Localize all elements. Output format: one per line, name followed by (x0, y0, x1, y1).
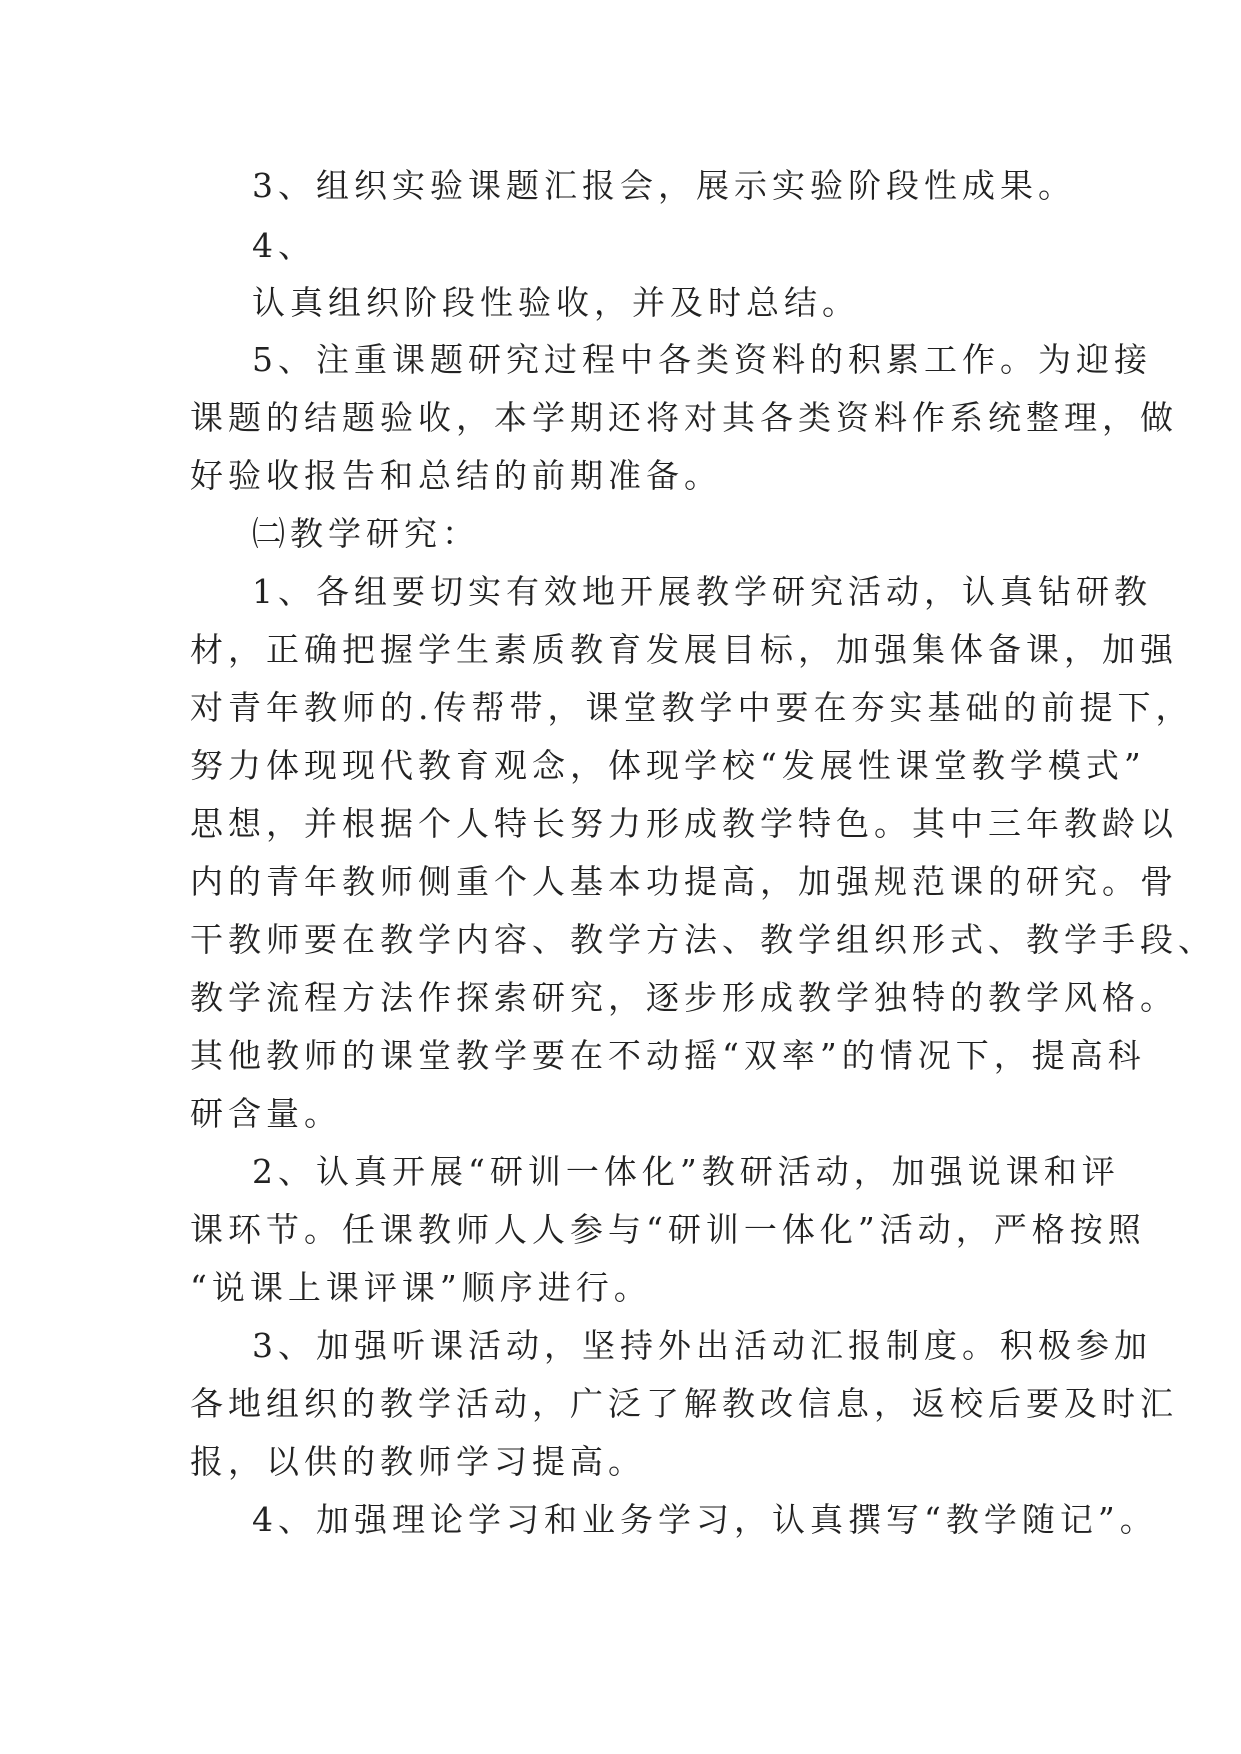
text-line: 各地组织的教学活动，广泛了解教改信息，返校后要及时汇 (190, 1384, 1178, 1423)
text-line: 3、组织实验课题汇报会，展示实验阶段性成果。 (252, 166, 1076, 205)
text-line: “说课上课评课”顺序进行。 (190, 1268, 652, 1307)
text-line: 1、各组要切实有效地开展教学研究活动，认真钻研教 (252, 572, 1152, 611)
text-line: 课环节。任课教师人人参与“研训一体化”活动，严格按照 (190, 1210, 1146, 1249)
text-line: 干教师要在教学内容、教学方法、教学组织形式、教学手段、 (190, 920, 1216, 959)
text-line: 教学流程方法作探索研究，逐步形成教学独特的教学风格。 (190, 978, 1178, 1017)
text-line: 5、注重课题研究过程中各类资料的积累工作。为迎接 (252, 340, 1152, 379)
text-line: 认真组织阶段性验收，并及时总结。 (252, 283, 860, 322)
text-line: 4、 (252, 226, 316, 265)
text-line: 内的青年教师侧重个人基本功提高，加强规范课的研究。骨 (190, 862, 1178, 901)
text-line: 2、认真开展“研训一体化”教研活动，加强说课和评 (252, 1152, 1120, 1191)
text-line: 其他教师的课堂教学要在不动摇“双率”的情况下，提高科 (190, 1036, 1146, 1075)
text-line: 好验收报告和总结的前期准备。 (190, 456, 722, 495)
text-line: 努力体现现代教育观念，体现学校“发展性课堂教学模式” (190, 746, 1146, 785)
text-line: 研含量。 (190, 1094, 342, 1133)
text-line: 对青年教师的.传帮带，课堂教学中要在夯实基础的前提下， (190, 688, 1194, 727)
text-line: 材，正确把握学生素质教育发展目标，加强集体备课，加强 (190, 630, 1178, 669)
section-heading: ㈡教学研究： (252, 514, 480, 553)
text-line: 4、加强理论学习和业务学习，认真撰写“教学随记”。 (252, 1500, 1158, 1539)
text-line: 3、加强听课活动，坚持外出活动汇报制度。积极参加 (252, 1326, 1152, 1365)
text-line: 报，以供的教师学习提高。 (190, 1442, 646, 1481)
text-line: 课题的结题验收，本学期还将对其各类资料作系统整理，做 (190, 398, 1178, 437)
text-line: 思想，并根据个人特长努力形成教学特色。其中三年教龄以 (190, 804, 1178, 843)
